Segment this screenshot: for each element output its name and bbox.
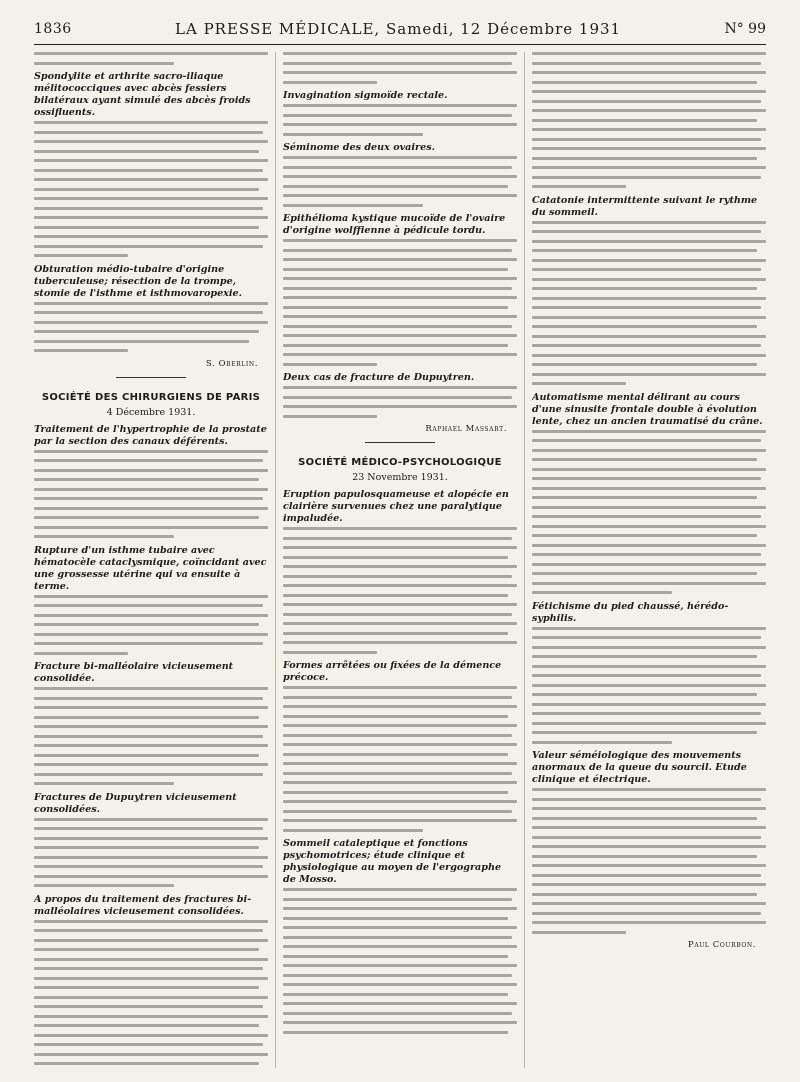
text-line bbox=[34, 846, 259, 849]
text-line bbox=[532, 166, 766, 169]
text-line bbox=[532, 52, 766, 55]
text-line bbox=[283, 204, 423, 207]
text-line bbox=[283, 353, 517, 356]
article-text bbox=[34, 302, 268, 353]
text-line bbox=[283, 249, 512, 252]
signature: Raphael Massart. bbox=[425, 424, 507, 434]
text-line bbox=[34, 875, 268, 878]
text-line bbox=[283, 810, 512, 813]
article-heading: Sommeil cataleptique et fonctions psychomotrices; étude clinique et physiologique au moyen de l'ergographe de Mosso. bbox=[283, 838, 502, 885]
text-line bbox=[283, 641, 517, 644]
text-line bbox=[34, 488, 268, 491]
text-line bbox=[532, 902, 766, 905]
article-text bbox=[34, 818, 268, 888]
text-line bbox=[532, 344, 761, 347]
text-line bbox=[34, 633, 268, 636]
text-line bbox=[283, 1002, 517, 1005]
text-line bbox=[532, 741, 672, 744]
text-line bbox=[34, 235, 268, 238]
text-line bbox=[283, 166, 512, 169]
text-line bbox=[532, 582, 766, 585]
text-line bbox=[34, 595, 268, 598]
text-line bbox=[532, 268, 761, 271]
text-line bbox=[532, 147, 766, 150]
text-line bbox=[34, 818, 268, 821]
text-line bbox=[532, 439, 761, 442]
text-line bbox=[532, 306, 761, 309]
article-text bbox=[34, 52, 268, 65]
text-line bbox=[532, 627, 766, 630]
text-line bbox=[532, 363, 757, 366]
text-line bbox=[532, 316, 766, 319]
text-line bbox=[532, 883, 766, 886]
text-line bbox=[283, 133, 423, 136]
text-line bbox=[283, 114, 512, 117]
text-line bbox=[283, 743, 517, 746]
text-line bbox=[532, 496, 757, 499]
text-line bbox=[34, 1034, 268, 1037]
text-line bbox=[34, 642, 263, 645]
text-line bbox=[283, 306, 508, 309]
text-line bbox=[532, 534, 757, 537]
text-line bbox=[34, 340, 249, 343]
text-line bbox=[532, 128, 766, 131]
text-line bbox=[532, 157, 757, 160]
text-line bbox=[532, 297, 766, 300]
text-line bbox=[283, 705, 517, 708]
text-line bbox=[283, 287, 512, 290]
text-line bbox=[283, 258, 517, 261]
text-line bbox=[532, 798, 761, 801]
text-line bbox=[34, 52, 268, 55]
text-line bbox=[283, 386, 517, 389]
article-heading: Fracture bi-malléolaire vicieusement consolidée. bbox=[34, 661, 234, 684]
text-line bbox=[34, 226, 259, 229]
text-line bbox=[532, 722, 766, 725]
text-line bbox=[34, 1015, 268, 1018]
text-line bbox=[34, 697, 263, 700]
text-line bbox=[34, 744, 268, 747]
article-text bbox=[532, 221, 766, 386]
text-line bbox=[34, 967, 263, 970]
text-line bbox=[283, 71, 517, 74]
text-line bbox=[34, 516, 259, 519]
text-line bbox=[283, 724, 517, 727]
text-line bbox=[283, 983, 517, 986]
text-line bbox=[283, 52, 517, 55]
text-line bbox=[34, 197, 268, 200]
text-line bbox=[532, 325, 757, 328]
article-heading: Invagination sigmoïde rectale. bbox=[283, 90, 448, 101]
text-line bbox=[283, 1012, 512, 1015]
text-line bbox=[283, 613, 512, 616]
text-line bbox=[532, 71, 766, 74]
text-line bbox=[283, 344, 508, 347]
text-line bbox=[283, 622, 517, 625]
text-line bbox=[532, 221, 766, 224]
text-line bbox=[283, 277, 517, 280]
text-line bbox=[283, 974, 512, 977]
text-line bbox=[532, 544, 766, 547]
text-line bbox=[283, 156, 517, 159]
article-heading: Valeur séméiologique des mouvements anormaux de la queue du sourcil. Etude clinique et électrique. bbox=[532, 750, 747, 785]
issue-date: Samedi, 12 Décembre 1931 bbox=[385, 20, 622, 38]
text-line bbox=[283, 396, 512, 399]
text-line bbox=[34, 604, 263, 607]
column-1 bbox=[34, 52, 268, 1068]
text-line bbox=[283, 1021, 517, 1024]
text-line bbox=[532, 458, 757, 461]
text-line bbox=[283, 696, 512, 699]
text-line bbox=[532, 230, 761, 233]
text-line bbox=[532, 354, 766, 357]
session-date: 4 Décembre 1931. bbox=[106, 406, 196, 418]
text-line bbox=[532, 138, 761, 141]
text-line bbox=[283, 734, 512, 737]
text-line bbox=[34, 652, 128, 655]
text-line bbox=[532, 373, 766, 376]
text-line bbox=[283, 556, 508, 559]
article-heading: Obturation médio-tubaire d'origine tuberculeuse; résection de la trompe, stomie de l'isthme et isthmovaropexie. bbox=[34, 263, 242, 299]
text-line bbox=[34, 782, 174, 785]
text-line bbox=[283, 123, 517, 126]
text-line bbox=[532, 712, 761, 715]
text-line bbox=[532, 468, 766, 471]
article-text bbox=[283, 239, 517, 366]
text-line bbox=[532, 826, 766, 829]
society-title: SOCIÉTÉ MÉDICO-PSYCHOLOGIQUE bbox=[298, 457, 502, 468]
text-line bbox=[532, 515, 761, 518]
text-line bbox=[34, 827, 263, 830]
text-line bbox=[532, 855, 757, 858]
separator-rule bbox=[365, 442, 435, 443]
text-line bbox=[34, 754, 259, 757]
text-line bbox=[283, 772, 512, 775]
text-line bbox=[34, 763, 268, 766]
page-number: 1836 bbox=[34, 21, 72, 37]
text-line bbox=[283, 575, 512, 578]
text-line bbox=[34, 725, 268, 728]
text-line bbox=[34, 140, 268, 143]
text-line bbox=[34, 920, 268, 923]
article-heading: Fétichisme du pied chaussé, hérédo-syphilis. bbox=[532, 600, 729, 624]
article-heading: Formes arrêtées ou fixées de la démence précoce. bbox=[283, 660, 502, 683]
text-line bbox=[34, 865, 263, 868]
text-line bbox=[34, 469, 268, 472]
text-line bbox=[34, 856, 268, 859]
text-line bbox=[34, 986, 259, 989]
text-line bbox=[532, 674, 761, 677]
column-3 bbox=[532, 52, 766, 1068]
text-line bbox=[532, 874, 761, 877]
text-line bbox=[34, 459, 263, 462]
article-text bbox=[34, 121, 268, 257]
text-line bbox=[34, 450, 268, 453]
text-line bbox=[34, 706, 268, 709]
text-line bbox=[283, 104, 517, 107]
text-line bbox=[532, 477, 761, 480]
article-text bbox=[283, 156, 517, 207]
text-line bbox=[532, 382, 626, 385]
text-line bbox=[34, 535, 174, 538]
text-line bbox=[283, 565, 517, 568]
text-line bbox=[532, 655, 757, 658]
article-text bbox=[283, 686, 517, 832]
text-line bbox=[283, 715, 508, 718]
header-rule bbox=[34, 44, 766, 45]
signature: S. Oberlin. bbox=[205, 358, 258, 369]
text-line bbox=[34, 996, 268, 999]
text-line bbox=[34, 159, 268, 162]
article-text bbox=[532, 52, 766, 188]
text-line bbox=[283, 325, 512, 328]
text-line bbox=[34, 207, 263, 210]
text-line bbox=[532, 788, 766, 791]
column-divider bbox=[275, 52, 276, 1068]
article-text bbox=[532, 627, 766, 744]
text-line bbox=[283, 888, 517, 891]
text-line bbox=[283, 81, 377, 84]
text-line bbox=[532, 591, 672, 594]
text-line bbox=[532, 636, 761, 639]
article-text bbox=[34, 920, 268, 1066]
issue-number: N° 99 bbox=[724, 21, 766, 37]
text-line bbox=[532, 817, 757, 820]
text-line bbox=[283, 800, 517, 803]
text-line bbox=[34, 1062, 259, 1065]
text-line bbox=[532, 259, 766, 262]
text-line bbox=[283, 819, 517, 822]
text-line bbox=[532, 487, 766, 490]
text-line bbox=[283, 632, 508, 635]
text-line bbox=[283, 945, 517, 948]
text-line bbox=[34, 302, 268, 305]
text-line bbox=[283, 315, 517, 318]
signature: Paul Courbon. bbox=[688, 940, 756, 950]
text-line bbox=[283, 1031, 508, 1034]
text-line bbox=[34, 349, 128, 352]
text-line bbox=[532, 693, 757, 696]
text-line bbox=[283, 907, 517, 910]
article-text bbox=[283, 104, 517, 136]
text-line bbox=[34, 245, 263, 248]
text-line bbox=[34, 837, 268, 840]
article-text bbox=[532, 430, 766, 595]
article-heading: Epithélioma kystique mucoïde de l'ovaire d'origine wolffienne à pédicule tordu. bbox=[283, 213, 506, 236]
text-line bbox=[532, 249, 757, 252]
text-line bbox=[532, 278, 766, 281]
article-heading: Spondylite et arthrite sacro-iliaque mélitococciques avec abcès fessiers bilatéraux ayant simulé des abcès froids ossifluents. bbox=[34, 71, 251, 118]
text-line bbox=[532, 921, 766, 924]
text-line bbox=[532, 335, 766, 338]
text-line bbox=[283, 62, 512, 65]
text-line bbox=[34, 977, 268, 980]
text-line bbox=[283, 239, 517, 242]
text-line bbox=[532, 563, 766, 566]
text-line bbox=[34, 178, 268, 181]
text-line bbox=[283, 686, 517, 689]
text-line bbox=[34, 939, 268, 942]
text-line bbox=[34, 929, 263, 932]
text-line bbox=[532, 90, 766, 93]
text-line bbox=[532, 553, 761, 556]
text-line bbox=[532, 525, 766, 528]
text-line bbox=[283, 415, 377, 418]
text-line bbox=[532, 807, 766, 810]
article-heading: Catatonie intermittente suivant le rythme du sommeil. bbox=[532, 194, 758, 218]
text-line bbox=[34, 623, 259, 626]
text-line bbox=[34, 169, 263, 172]
text-line bbox=[532, 109, 766, 112]
text-line bbox=[283, 175, 517, 178]
text-line bbox=[532, 864, 766, 867]
text-line bbox=[532, 430, 766, 433]
article-text bbox=[34, 450, 268, 539]
text-line bbox=[34, 1043, 263, 1046]
text-line bbox=[34, 188, 259, 191]
column-divider bbox=[524, 52, 525, 1068]
article-text bbox=[34, 595, 268, 655]
text-line bbox=[283, 898, 512, 901]
text-line bbox=[532, 665, 766, 668]
text-line bbox=[283, 527, 517, 530]
text-line bbox=[34, 526, 268, 529]
text-line bbox=[34, 958, 268, 961]
text-line bbox=[532, 684, 766, 687]
text-line bbox=[532, 100, 761, 103]
text-line bbox=[34, 716, 259, 719]
text-line bbox=[283, 584, 517, 587]
text-line bbox=[283, 363, 377, 366]
text-line bbox=[34, 62, 174, 65]
text-line bbox=[532, 845, 766, 848]
text-line bbox=[34, 311, 263, 314]
text-line bbox=[283, 185, 508, 188]
text-line bbox=[532, 703, 766, 706]
text-line bbox=[34, 330, 259, 333]
text-line bbox=[34, 121, 268, 124]
text-line bbox=[34, 216, 268, 219]
text-line bbox=[34, 614, 268, 617]
text-line bbox=[283, 993, 508, 996]
article-heading: Fractures de Dupuytren vicieusement consolidées. bbox=[34, 791, 237, 815]
text-line bbox=[283, 753, 508, 756]
article-text bbox=[34, 687, 268, 785]
text-line bbox=[532, 893, 757, 896]
text-line bbox=[283, 955, 508, 958]
article-text bbox=[283, 888, 517, 1034]
text-line bbox=[283, 268, 508, 271]
article-heading: Deux cas de fracture de Dupuytren. bbox=[283, 372, 475, 383]
journal-name: LA PRESSE MÉDICALE, bbox=[175, 20, 381, 38]
text-line bbox=[532, 176, 761, 179]
text-line bbox=[532, 62, 761, 65]
text-line bbox=[283, 537, 512, 540]
running-header bbox=[34, 18, 766, 40]
text-line bbox=[532, 287, 757, 290]
article-heading: Rupture d'un isthme tubaire avec hématocèle cataclysmique, coïncidant avec une grossesse utérine qui va ensuite à terme. bbox=[34, 544, 267, 592]
text-line bbox=[283, 917, 508, 920]
text-line bbox=[532, 81, 757, 84]
text-line bbox=[283, 594, 508, 597]
text-line bbox=[34, 948, 259, 951]
article-heading: Automatisme mental délirant au cours d'une sinusite frontale double à évolution lente, chez un ancien traumatisé du crâne. bbox=[532, 391, 763, 427]
text-line bbox=[532, 240, 766, 243]
text-line bbox=[34, 478, 259, 481]
text-line bbox=[34, 321, 268, 324]
text-line bbox=[532, 449, 766, 452]
text-line bbox=[34, 254, 128, 257]
text-line bbox=[283, 791, 508, 794]
article-text bbox=[283, 386, 517, 418]
text-line bbox=[532, 572, 757, 575]
article-text bbox=[283, 52, 517, 84]
text-line bbox=[532, 506, 766, 509]
text-line bbox=[34, 773, 263, 776]
text-line bbox=[34, 150, 259, 153]
text-line bbox=[283, 603, 517, 606]
article-heading: Séminome des deux ovaires. bbox=[283, 142, 435, 153]
text-line bbox=[283, 651, 377, 654]
text-line bbox=[283, 926, 517, 929]
article-text bbox=[532, 788, 766, 934]
text-line bbox=[283, 936, 512, 939]
separator-rule bbox=[116, 377, 186, 378]
text-line bbox=[532, 931, 626, 934]
text-line bbox=[532, 646, 766, 649]
text-line bbox=[283, 334, 517, 337]
text-line bbox=[34, 507, 268, 510]
text-line bbox=[34, 687, 268, 690]
society-title: SOCIÉTÉ DES CHIRURGIENS DE PARIS bbox=[41, 391, 261, 403]
text-line bbox=[283, 762, 517, 765]
column-2 bbox=[283, 52, 517, 1068]
text-line bbox=[283, 194, 517, 197]
text-line bbox=[283, 405, 517, 408]
text-line bbox=[283, 964, 517, 967]
text-line bbox=[532, 119, 757, 122]
text-line bbox=[34, 1053, 268, 1056]
text-line bbox=[34, 497, 263, 500]
article-text bbox=[283, 527, 517, 654]
text-line bbox=[34, 131, 263, 134]
article-heading: A propos du traitement des fractures bi-malléolaires vicieusement consolidées. bbox=[34, 893, 252, 917]
text-line bbox=[532, 836, 761, 839]
session-date: 23 Novembre 1931. bbox=[352, 472, 448, 483]
text-line bbox=[532, 731, 757, 734]
text-line bbox=[283, 296, 517, 299]
text-line bbox=[34, 884, 174, 887]
text-line bbox=[283, 829, 423, 832]
article-heading: Eruption papulosquameuse et alopécie en clairière survenues chez une paralytique impaludée. bbox=[283, 489, 509, 524]
text-line bbox=[34, 1024, 259, 1027]
text-line bbox=[34, 1005, 263, 1008]
text-line bbox=[532, 185, 626, 188]
article-heading: Traitement de l'hypertrophie de la prostate par la section des canaux déférents. bbox=[34, 423, 267, 447]
text-line bbox=[34, 735, 263, 738]
text-line bbox=[283, 546, 517, 549]
journal-title bbox=[175, 20, 621, 38]
text-line bbox=[283, 781, 517, 784]
text-line bbox=[532, 912, 761, 915]
